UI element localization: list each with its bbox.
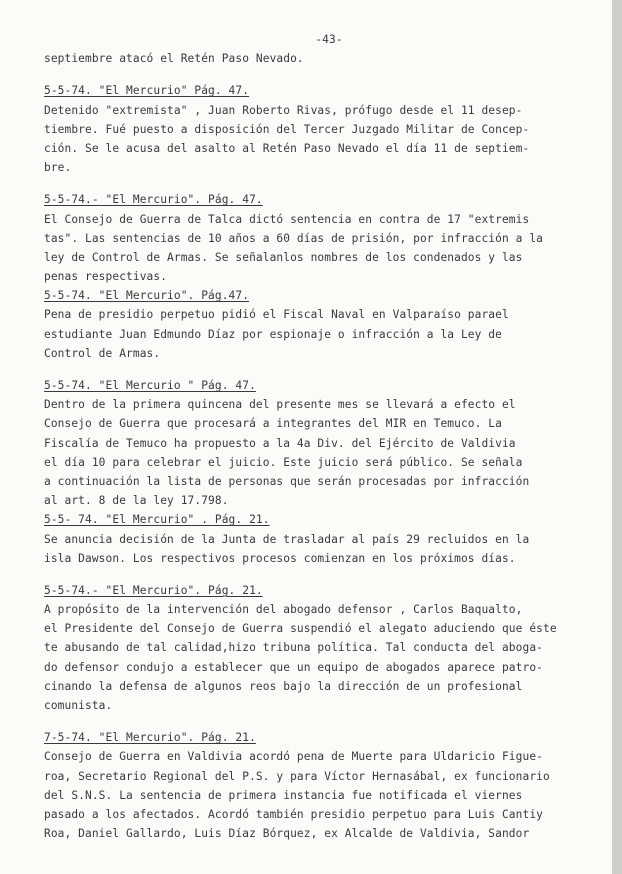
entry-line: tas". Las sentencias de 10 años a 60 días de prisión, por infracción a la — [44, 231, 543, 245]
entry-line: penas respectivas. — [44, 270, 168, 284]
entry-heading: 5-5-74. "El Mercurio " Pág. 47. — [44, 379, 256, 392]
entry-line: Dentro de la primera quincena del presente mes se llevará a efecto el — [44, 398, 516, 412]
entry-line: comunista. — [44, 699, 113, 712]
entry-line: el Presidente del Consejo de Guerra suspendió el alegato aduciendo que éste — [44, 622, 557, 636]
page-number: -43- — [315, 33, 343, 46]
entry-heading: 5-5-74.- "El Mercurio". Pág. 47. — [44, 193, 263, 207]
entry-line: A propósito de la intervención del abogado defensor , Carlos Baqualto, — [44, 603, 523, 617]
entry-heading: 5-5- 74. "El Mercurio" . Pág. 21. — [44, 513, 270, 527]
entry-line: Se anuncia decisión de la Junta de trasladar al país 29 recluidos en la — [44, 532, 530, 546]
entry-line: Control de Armas. — [44, 346, 161, 360]
entry-line: Pena de presidio perpetuo pidió el Fiscal Naval en Valparaíso parael — [44, 308, 509, 322]
entry-line: isla Dawson. Los respectivos procesos comienzan en los próximos días. — [44, 551, 516, 565]
entry-line: Consejo de Guerra en Valdivia acordó pena de Muerte para Uldaricio Figue- — [44, 750, 543, 764]
entry-line: Fiscalía de Temuco ha propuesto a la 4a Div. del Ejército de Valdivia — [44, 436, 516, 450]
entry-line: al art. 8 de la ley 17.798. — [44, 494, 229, 508]
entry-heading: 5-5-74. "El Mercurio" Pág. 47. — [44, 84, 250, 98]
entry-line: Consejo de Guerra que procesará a integrantes del MIR en Temuco. La — [44, 417, 502, 431]
entry-line: Detenido "extremista" , Juan Roberto Rivas, prófugo desde el 11 desep- — [44, 103, 523, 117]
intro-line: septiembre atacó el Retén Paso Nevado. — [44, 52, 304, 66]
entry-line: bre. — [44, 161, 72, 175]
entry-line: pasado a los afectados. Acordó también presidio perpetuo para Luis Cantiy — [44, 807, 543, 821]
entry-heading: 5-5-74. "El Mercurio". Pág.47. — [44, 289, 250, 303]
typewritten-text — [44, 30, 584, 843]
entry-line: ley de Control de Armas. Se señalanlos nombres de los condenados y las — [44, 250, 523, 264]
entry-line: El Consejo de Guerra de Talca dictó sentencia en contra de 17 "extremis — [44, 212, 530, 226]
page-edge-shadow — [612, 0, 622, 874]
entry-heading: 5-5-74.- "El Mercurio". Pág. 21. — [44, 583, 263, 597]
entry-heading: 7-5-74. "El Mercurio". Pág. 21. — [44, 731, 256, 745]
entry-line: tiembre. Fué puesto a disposición del Tercer Juzgado Militar de Concep- — [44, 122, 530, 136]
entry-line: roa, Secretario Regional del P.S. y para Víctor Hernasábal, ex funcionario — [44, 769, 550, 783]
entry-line: cinando la defensa de algunos reos bajo la dirección de un profesional — [44, 679, 523, 693]
entry-line: ción. Se le acusa del asalto al Retén Paso Nevado el día 11 de septiem- — [44, 141, 530, 155]
entry-line: do defensor condujo a establecer que un equipo de abogados aparece patro- — [44, 660, 543, 674]
entry-line: el día 10 para celebrar el juicio. Este juicio será público. Se señala — [44, 455, 523, 469]
entry-line: a continuación la lista de personas que serán procesadas por infracción — [44, 474, 530, 488]
entry-line: del S.N.S. La sentencia de primera instancia fue notificada el viernes — [44, 788, 523, 802]
entry-line: Roa, Daniel Gallardo, Luis Díaz Bórquez, ex Alcalde de Valdivia, Sandor — [44, 827, 530, 841]
entry-line: te abusando de tal calidad,hizo tribuna política. Tal conducta del aboga- — [44, 641, 543, 655]
entry-line: estudiante Juan Edmundo Díaz por espionaje o infracción a la Ley de — [44, 327, 502, 341]
